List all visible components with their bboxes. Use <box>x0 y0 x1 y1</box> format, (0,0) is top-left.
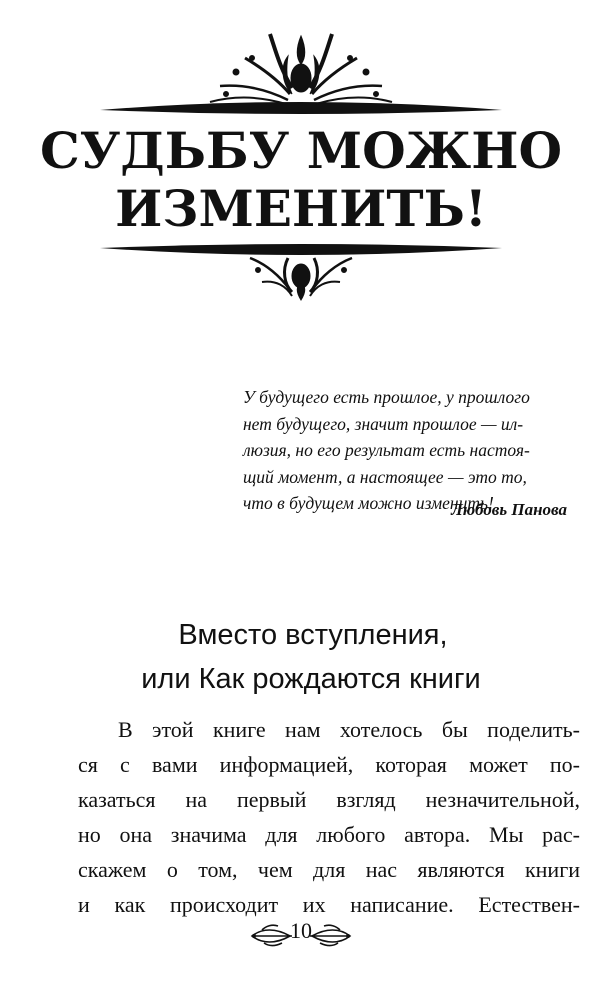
section-heading-line-1: Вместо вступления, <box>178 619 448 651</box>
section-heading-line-2: или Как рождаются книги <box>141 663 481 695</box>
body-line: и как происходит их написание. Естествен- <box>78 892 580 917</box>
body-line: ся с вами информацией, которая может по- <box>78 752 580 777</box>
epigraph-line: что в будущем можно изменить! <box>243 493 494 513</box>
epigraph-line: щий момент, а настоящее — это то, <box>243 466 527 487</box>
chapter-title-line-1: СУДЬБУ МОЖНО <box>39 121 563 180</box>
page-number: 10 <box>290 918 312 943</box>
body-line: В этой книге нам хотелось бы поделить- <box>118 717 580 742</box>
epigraph-author: Любовь Панова <box>451 500 567 519</box>
epigraph-text <box>243 384 571 517</box>
body-line: казаться на первый взгляд незначительной, <box>78 787 580 812</box>
body-line: скажем о том, чем для нас являются книги <box>78 857 580 882</box>
body-line: но она значима для любого автора. Мы рас- <box>78 822 580 847</box>
chapter-title-line-2: ИЗМЕНИТЬ! <box>115 179 487 238</box>
epigraph-line: У будущего есть прошлое, у прошлого <box>243 387 530 407</box>
epigraph-line: люзия, но его результат есть настоя- <box>243 440 530 460</box>
epigraph-line: нет будущего, значит прошлое — ил- <box>243 413 524 434</box>
title-bottom-ornament <box>0 240 602 310</box>
